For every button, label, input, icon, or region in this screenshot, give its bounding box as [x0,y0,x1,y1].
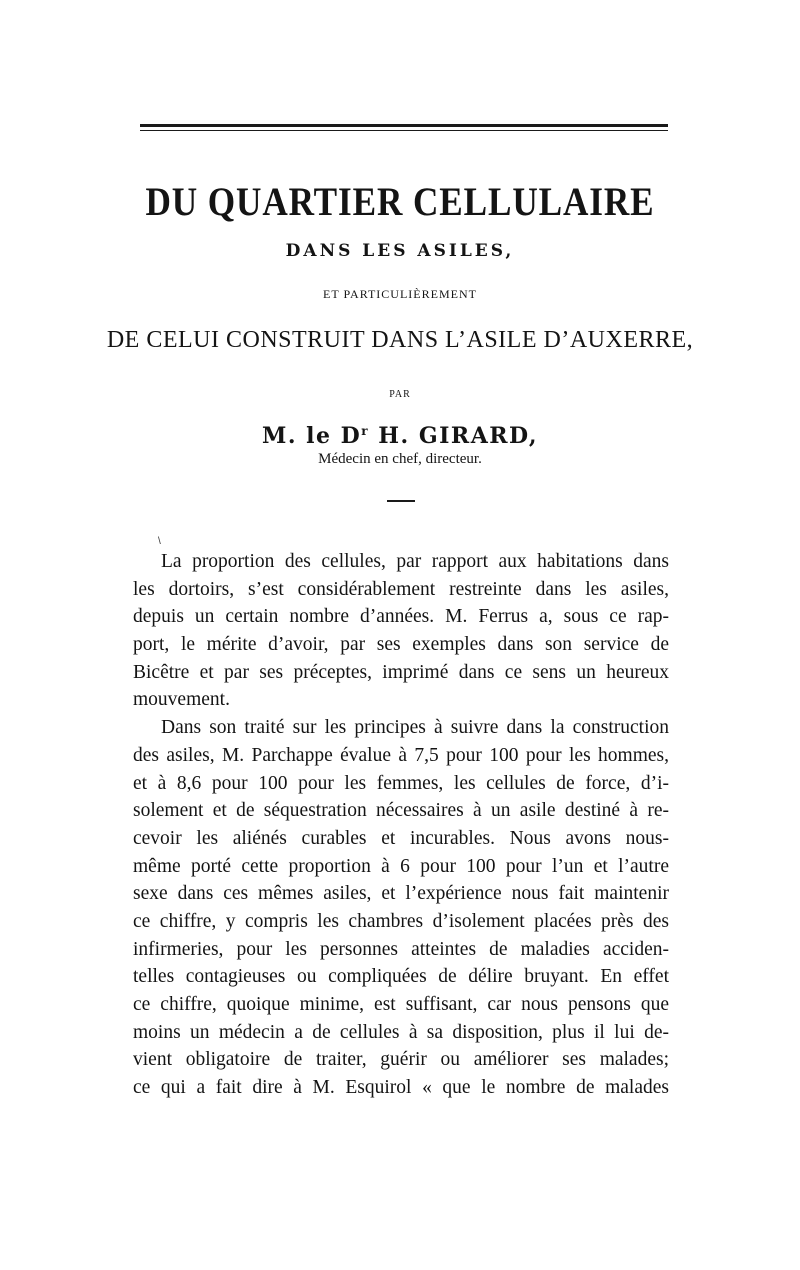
body-line: ce chiffre, quoique minime, est suffisant, car nous pensons que [133,994,669,1015]
body-line: moins un médecin a de cellules à sa disposition, plus il lui de- [133,1021,669,1043]
body-line: telles contagieuses ou compliquées de délire bruyant. En effet [133,966,669,988]
author-name: H. GIRARD, [369,423,539,449]
body-line: les dortoirs, s’est considérablement restreinte dans les asiles, [133,578,669,600]
body-line: vient obligatoire de traiter, guérir ou améliorer ses malades; [133,1049,669,1071]
body-line: sexe dans ces mêmes asiles, et l’expérience nous fait maintenir [133,883,669,905]
par-label: PAR [389,389,411,400]
top-rule-thin [140,130,668,131]
document-subtitle: DANS LES ASILES, [285,241,515,261]
body-line: solement et de séquestration nécessaires à un asile destiné à re- [133,800,669,822]
body-line: Bicêtre et par ses préceptes, imprimé dans ce sens un heureux [133,661,669,683]
top-rule-thick [140,124,668,127]
body-line: cevoir les aliénés curables et incurables. Nous avons nous- [133,827,669,849]
author-prefix: M. le D [261,423,362,449]
section-divider [387,500,415,502]
body-line: Dans son traité sur les principes à suivre dans la construction [161,717,669,739]
body-text [133,548,669,1102]
document-title: DU QUARTIER CELLULAIRE [145,179,655,224]
body-line: et à 8,6 pour 100 pour les femmes, les cellules de force, d’i- [133,772,669,794]
body-line: La proportion des cellules, par rapport aux habitations dans [161,551,669,572]
author-affiliation: Médecin en chef, directeur. [318,451,482,467]
body-line: depuis un certain nombre d’années. M. Ferrus a, sous ce rap- [133,606,669,628]
stray-mark: \ [158,536,161,547]
body-line: des asiles, M. Parchappe évalue à 7,5 pour 100 pour les hommes, [133,744,669,766]
body-line: même porté cette proportion à 6 pour 100 pour l’un et l’autre [133,855,669,877]
connector-line: ET PARTICULIÈREMENT [323,287,477,301]
body-line: ce chiffre, y compris les chambres d’isolement placées près des [133,910,669,932]
body-line: mouvement. [133,689,230,711]
body-line: port, le mérite d’avoir, par ses exemples dans son service de [133,634,669,656]
body-line: ce qui a fait dire à M. Esquirol « que le nombre de malades [133,1077,669,1099]
secondary-heading: DE CELUI CONSTRUIT DANS L’ASILE D’AUXERRE, [106,327,694,353]
body-line: infirmeries, pour les personnes atteintes de maladies acciden- [133,938,669,960]
author-superscript: r [361,424,370,438]
author-line [0,417,800,450]
